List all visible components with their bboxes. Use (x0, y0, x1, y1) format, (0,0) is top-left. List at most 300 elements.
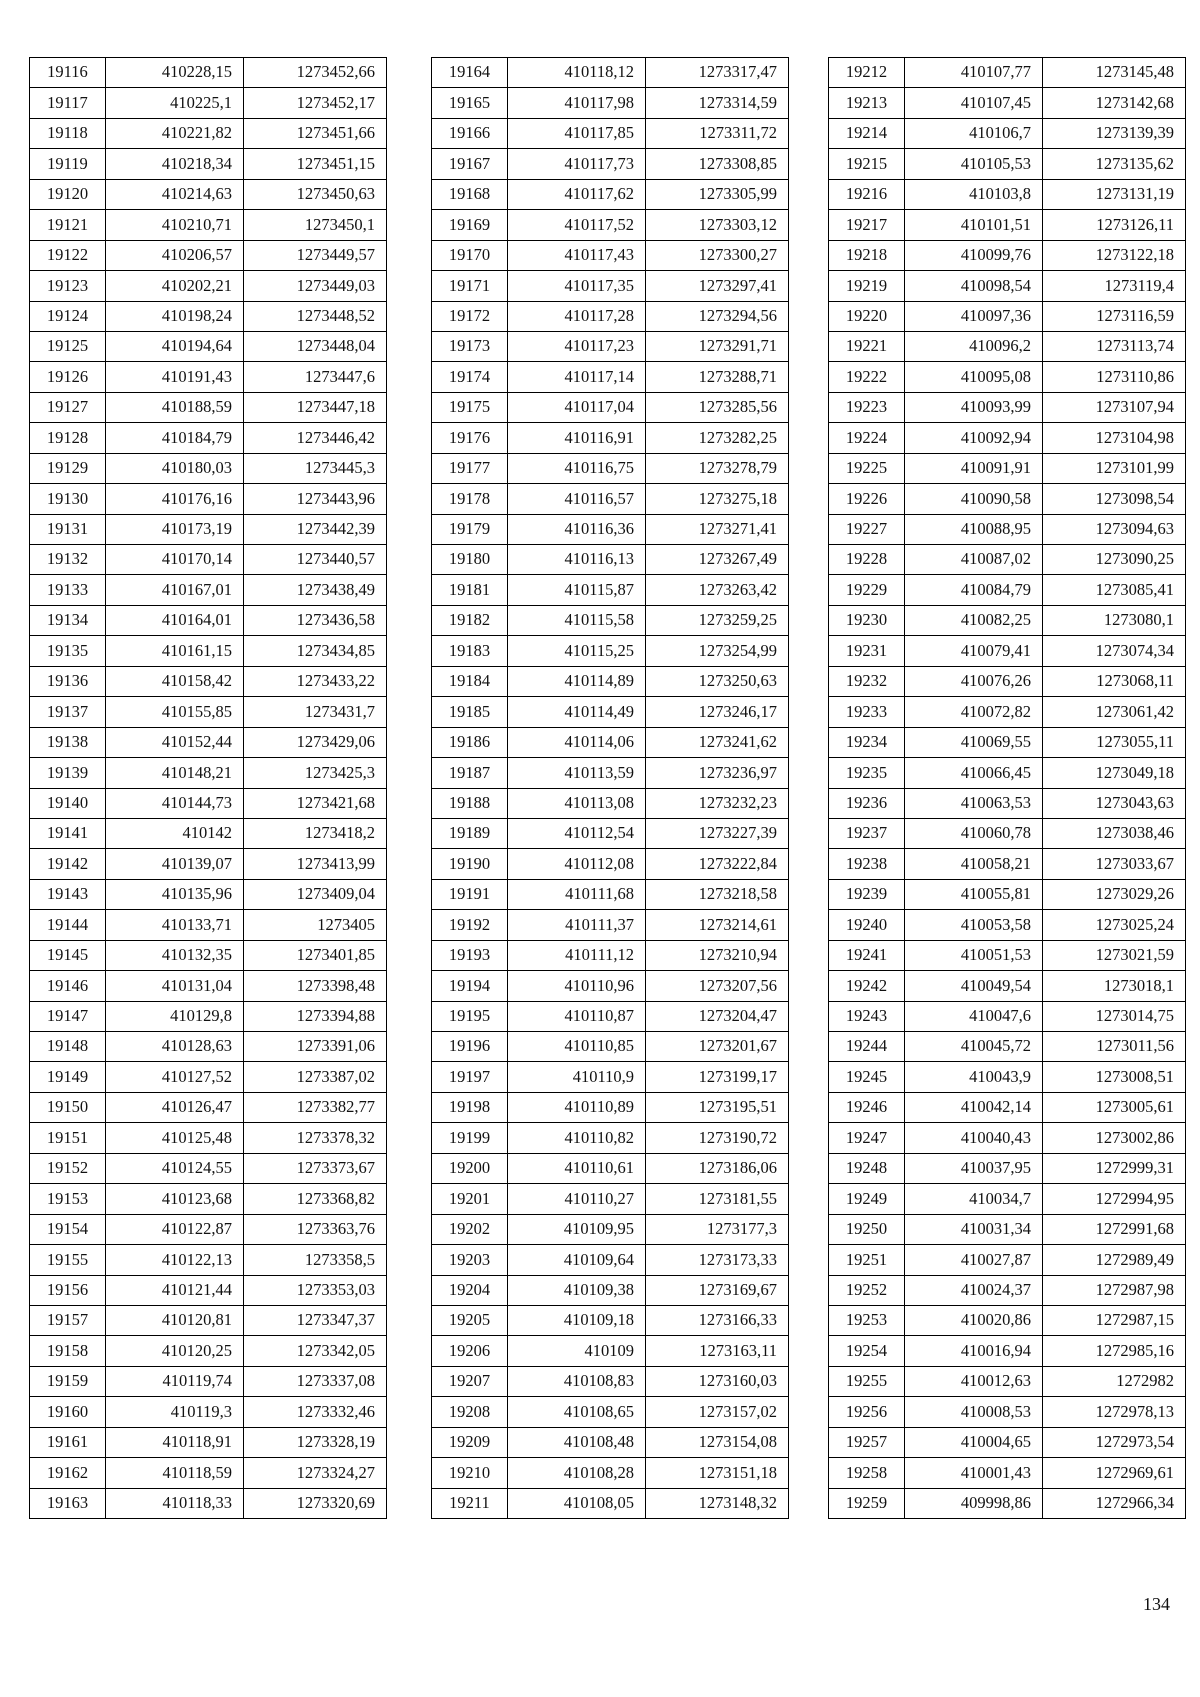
x-coordinate-cell: 410043,9 (905, 1062, 1043, 1092)
y-coordinate-cell: 1273110,86 (1043, 362, 1186, 392)
table-row (432, 1458, 789, 1488)
y-coordinate-cell: 1272987,98 (1043, 1275, 1186, 1305)
y-coordinate-cell: 1273294,56 (646, 301, 789, 331)
point-id-cell: 19152 (30, 1153, 106, 1183)
table-row (432, 453, 789, 483)
point-id-cell: 19220 (829, 301, 905, 331)
y-coordinate-cell: 1273394,88 (244, 1001, 387, 1031)
point-id-cell: 19151 (30, 1123, 106, 1153)
table-row (30, 605, 387, 635)
table-row (432, 331, 789, 361)
y-coordinate-cell: 1273151,18 (646, 1458, 789, 1488)
table-row (30, 484, 387, 514)
x-coordinate-cell: 410114,89 (508, 666, 646, 696)
point-id-cell: 19144 (30, 910, 106, 940)
point-id-cell: 19221 (829, 331, 905, 361)
point-id-cell: 19238 (829, 849, 905, 879)
x-coordinate-cell: 410191,43 (106, 362, 244, 392)
x-coordinate-cell: 410116,75 (508, 453, 646, 483)
x-coordinate-cell: 410093,99 (905, 392, 1043, 422)
table-row (829, 240, 1186, 270)
table-row (30, 849, 387, 879)
point-id-cell: 19235 (829, 758, 905, 788)
coordinate-table-3 (828, 57, 1186, 1519)
x-coordinate-cell: 410027,87 (905, 1245, 1043, 1275)
y-coordinate-cell: 1273438,49 (244, 575, 387, 605)
y-coordinate-cell: 1273445,3 (244, 453, 387, 483)
page-number: 134 (1143, 1594, 1170, 1614)
x-coordinate-cell: 410049,54 (905, 971, 1043, 1001)
x-coordinate-cell: 410228,15 (106, 58, 244, 88)
y-coordinate-cell: 1273157,02 (646, 1397, 789, 1427)
point-id-cell: 19129 (30, 453, 106, 483)
point-id-cell: 19128 (30, 423, 106, 453)
point-id-cell: 19169 (432, 210, 508, 240)
table-row (30, 1458, 387, 1488)
y-coordinate-cell: 1273222,84 (646, 849, 789, 879)
x-coordinate-cell: 410164,01 (106, 605, 244, 635)
y-coordinate-cell: 1273425,3 (244, 758, 387, 788)
x-coordinate-cell: 410108,28 (508, 1458, 646, 1488)
point-id-cell: 19161 (30, 1427, 106, 1457)
y-coordinate-cell: 1273043,63 (1043, 788, 1186, 818)
y-coordinate-cell: 1273021,59 (1043, 940, 1186, 970)
x-coordinate-cell: 410098,54 (905, 271, 1043, 301)
point-id-cell: 19181 (432, 575, 508, 605)
point-id-cell: 19166 (432, 118, 508, 148)
table-row (432, 362, 789, 392)
x-coordinate-cell: 410128,63 (106, 1032, 244, 1062)
table-row (432, 1123, 789, 1153)
point-id-cell: 19192 (432, 910, 508, 940)
x-coordinate-cell: 410119,74 (106, 1366, 244, 1396)
table-row (829, 423, 1186, 453)
table-row (30, 240, 387, 270)
table-row (30, 697, 387, 727)
table-row (829, 362, 1186, 392)
table-row (829, 697, 1186, 727)
x-coordinate-cell: 410161,15 (106, 636, 244, 666)
table-row (829, 1427, 1186, 1457)
point-id-cell: 19215 (829, 149, 905, 179)
y-coordinate-cell: 1273029,26 (1043, 879, 1186, 909)
y-coordinate-cell: 1272987,15 (1043, 1305, 1186, 1335)
table-row (30, 453, 387, 483)
table-row (829, 605, 1186, 635)
x-coordinate-cell: 410103,8 (905, 179, 1043, 209)
table-row (30, 392, 387, 422)
y-coordinate-cell: 1273218,58 (646, 879, 789, 909)
point-id-cell: 19145 (30, 940, 106, 970)
x-coordinate-cell: 410034,7 (905, 1184, 1043, 1214)
x-coordinate-cell: 410072,82 (905, 697, 1043, 727)
point-id-cell: 19242 (829, 971, 905, 1001)
y-coordinate-cell: 1272966,34 (1043, 1488, 1186, 1518)
table-row (30, 1001, 387, 1031)
table-row (432, 1153, 789, 1183)
table-row (829, 271, 1186, 301)
y-coordinate-cell: 1273104,98 (1043, 423, 1186, 453)
x-coordinate-cell: 410096,2 (905, 331, 1043, 361)
x-coordinate-cell: 410117,62 (508, 179, 646, 209)
point-id-cell: 19180 (432, 545, 508, 575)
x-coordinate-cell: 410016,94 (905, 1336, 1043, 1366)
x-coordinate-cell: 410091,91 (905, 453, 1043, 483)
y-coordinate-cell: 1273080,1 (1043, 605, 1186, 635)
y-coordinate-cell: 1273448,04 (244, 331, 387, 361)
point-id-cell: 19142 (30, 849, 106, 879)
point-id-cell: 19165 (432, 88, 508, 118)
x-coordinate-cell: 410206,57 (106, 240, 244, 270)
y-coordinate-cell: 1273011,56 (1043, 1032, 1186, 1062)
y-coordinate-cell: 1273398,48 (244, 971, 387, 1001)
point-id-cell: 19123 (30, 271, 106, 301)
x-coordinate-cell: 410117,43 (508, 240, 646, 270)
x-coordinate-cell: 410055,81 (905, 879, 1043, 909)
x-coordinate-cell: 410109,38 (508, 1275, 646, 1305)
table-row (432, 879, 789, 909)
x-coordinate-cell: 410112,54 (508, 818, 646, 848)
point-id-cell: 19203 (432, 1245, 508, 1275)
point-id-cell: 19121 (30, 210, 106, 240)
table-row (829, 1032, 1186, 1062)
y-coordinate-cell: 1273119,4 (1043, 271, 1186, 301)
point-id-cell: 19147 (30, 1001, 106, 1031)
y-coordinate-cell: 1273451,15 (244, 149, 387, 179)
point-id-cell: 19251 (829, 1245, 905, 1275)
x-coordinate-cell: 409998,86 (905, 1488, 1043, 1518)
table-row (30, 514, 387, 544)
y-coordinate-cell: 1273358,5 (244, 1245, 387, 1275)
x-coordinate-cell: 410118,59 (106, 1458, 244, 1488)
table-row (432, 118, 789, 148)
x-coordinate-cell: 410120,25 (106, 1336, 244, 1366)
table-row (432, 392, 789, 422)
x-coordinate-cell: 410152,44 (106, 727, 244, 757)
point-id-cell: 19204 (432, 1275, 508, 1305)
y-coordinate-cell: 1273101,99 (1043, 453, 1186, 483)
point-id-cell: 19190 (432, 849, 508, 879)
y-coordinate-cell: 1273278,79 (646, 453, 789, 483)
table-row (432, 1214, 789, 1244)
table-row (829, 818, 1186, 848)
x-coordinate-cell: 410110,96 (508, 971, 646, 1001)
table-row (30, 971, 387, 1001)
point-id-cell: 19232 (829, 666, 905, 696)
y-coordinate-cell: 1273210,94 (646, 940, 789, 970)
table-row (829, 301, 1186, 331)
y-coordinate-cell: 1273382,77 (244, 1092, 387, 1122)
y-coordinate-cell: 1273131,19 (1043, 179, 1186, 209)
table-row (432, 849, 789, 879)
x-coordinate-cell: 410004,65 (905, 1427, 1043, 1457)
point-id-cell: 19241 (829, 940, 905, 970)
point-id-cell: 19193 (432, 940, 508, 970)
x-coordinate-cell: 410109,95 (508, 1214, 646, 1244)
table-row (829, 149, 1186, 179)
table-row (829, 179, 1186, 209)
point-id-cell: 19155 (30, 1245, 106, 1275)
table-row (432, 910, 789, 940)
table-row (432, 636, 789, 666)
coordinate-table-1 (29, 57, 387, 1519)
y-coordinate-cell: 1273126,11 (1043, 210, 1186, 240)
point-id-cell: 19253 (829, 1305, 905, 1335)
point-id-cell: 19173 (432, 331, 508, 361)
y-coordinate-cell: 1273214,61 (646, 910, 789, 940)
y-coordinate-cell: 1273002,86 (1043, 1123, 1186, 1153)
point-id-cell: 19162 (30, 1458, 106, 1488)
y-coordinate-cell: 1273282,25 (646, 423, 789, 453)
y-coordinate-cell: 1273090,25 (1043, 545, 1186, 575)
x-coordinate-cell: 410115,87 (508, 575, 646, 605)
table-row (432, 758, 789, 788)
y-coordinate-cell: 1273328,19 (244, 1427, 387, 1457)
point-id-cell: 19163 (30, 1488, 106, 1518)
y-coordinate-cell: 1273308,85 (646, 149, 789, 179)
table-row (829, 1366, 1186, 1396)
table-row (432, 1184, 789, 1214)
table-row (30, 545, 387, 575)
point-id-cell: 19175 (432, 392, 508, 422)
table-row (829, 910, 1186, 940)
table-row (829, 1214, 1186, 1244)
x-coordinate-cell: 410188,59 (106, 392, 244, 422)
y-coordinate-cell: 1273116,59 (1043, 301, 1186, 331)
x-coordinate-cell: 410170,14 (106, 545, 244, 575)
x-coordinate-cell: 410114,06 (508, 727, 646, 757)
table-row (432, 271, 789, 301)
point-id-cell: 19248 (829, 1153, 905, 1183)
y-coordinate-cell: 1273347,37 (244, 1305, 387, 1335)
y-coordinate-cell: 1273434,85 (244, 636, 387, 666)
x-coordinate-cell: 410176,16 (106, 484, 244, 514)
point-id-cell: 19191 (432, 879, 508, 909)
table-row (432, 727, 789, 757)
x-coordinate-cell: 410117,14 (508, 362, 646, 392)
point-id-cell: 19120 (30, 179, 106, 209)
x-coordinate-cell: 410117,23 (508, 331, 646, 361)
table-row (829, 971, 1186, 1001)
table-row (432, 971, 789, 1001)
point-id-cell: 19249 (829, 1184, 905, 1214)
x-coordinate-cell: 410001,43 (905, 1458, 1043, 1488)
x-coordinate-cell: 410116,13 (508, 545, 646, 575)
table-row (432, 788, 789, 818)
point-id-cell: 19153 (30, 1184, 106, 1214)
point-id-cell: 19189 (432, 818, 508, 848)
y-coordinate-cell: 1273317,47 (646, 58, 789, 88)
point-id-cell: 19197 (432, 1062, 508, 1092)
table-row (829, 1184, 1186, 1214)
table-row (30, 149, 387, 179)
point-id-cell: 19182 (432, 605, 508, 635)
point-id-cell: 19126 (30, 362, 106, 392)
y-coordinate-cell: 1273267,49 (646, 545, 789, 575)
y-coordinate-cell: 1273271,41 (646, 514, 789, 544)
x-coordinate-cell: 410106,7 (905, 118, 1043, 148)
x-coordinate-cell: 410110,27 (508, 1184, 646, 1214)
point-id-cell: 19149 (30, 1062, 106, 1092)
table-row (432, 1001, 789, 1031)
point-id-cell: 19239 (829, 879, 905, 909)
point-id-cell: 19188 (432, 788, 508, 818)
x-coordinate-cell: 410095,08 (905, 362, 1043, 392)
x-coordinate-cell: 410184,79 (106, 423, 244, 453)
y-coordinate-cell: 1273373,67 (244, 1153, 387, 1183)
y-coordinate-cell: 1273049,18 (1043, 758, 1186, 788)
table-row (829, 1001, 1186, 1031)
y-coordinate-cell: 1273061,42 (1043, 697, 1186, 727)
y-coordinate-cell: 1273431,7 (244, 697, 387, 727)
table-row (829, 1336, 1186, 1366)
table-row (30, 1336, 387, 1366)
point-id-cell: 19210 (432, 1458, 508, 1488)
table-row (30, 1397, 387, 1427)
x-coordinate-cell: 410119,3 (106, 1397, 244, 1427)
point-id-cell: 19135 (30, 636, 106, 666)
x-coordinate-cell: 410135,96 (106, 879, 244, 909)
y-coordinate-cell: 1273236,97 (646, 758, 789, 788)
y-coordinate-cell: 1273442,39 (244, 514, 387, 544)
y-coordinate-cell: 1272985,16 (1043, 1336, 1186, 1366)
point-id-cell: 19218 (829, 240, 905, 270)
y-coordinate-cell: 1273068,11 (1043, 666, 1186, 696)
x-coordinate-cell: 410069,55 (905, 727, 1043, 757)
table-row (432, 1275, 789, 1305)
x-coordinate-cell: 410113,59 (508, 758, 646, 788)
y-coordinate-cell: 1273452,66 (244, 58, 387, 88)
y-coordinate-cell: 1273418,2 (244, 818, 387, 848)
x-coordinate-cell: 410155,85 (106, 697, 244, 727)
table-row (829, 849, 1186, 879)
y-coordinate-cell: 1272969,61 (1043, 1458, 1186, 1488)
y-coordinate-cell: 1273241,62 (646, 727, 789, 757)
y-coordinate-cell: 1272982 (1043, 1366, 1186, 1396)
y-coordinate-cell: 1273320,69 (244, 1488, 387, 1518)
x-coordinate-cell: 410123,68 (106, 1184, 244, 1214)
x-coordinate-cell: 410117,04 (508, 392, 646, 422)
point-id-cell: 19150 (30, 1092, 106, 1122)
point-id-cell: 19211 (432, 1488, 508, 1518)
x-coordinate-cell: 410131,04 (106, 971, 244, 1001)
y-coordinate-cell: 1272978,13 (1043, 1397, 1186, 1427)
point-id-cell: 19217 (829, 210, 905, 240)
y-coordinate-cell: 1273055,11 (1043, 727, 1186, 757)
table-row (432, 1488, 789, 1518)
y-coordinate-cell: 1273160,03 (646, 1366, 789, 1396)
table-row (829, 666, 1186, 696)
table-row (432, 605, 789, 635)
point-id-cell: 19146 (30, 971, 106, 1001)
point-id-cell: 19184 (432, 666, 508, 696)
point-id-cell: 19158 (30, 1336, 106, 1366)
point-id-cell: 19200 (432, 1153, 508, 1183)
point-id-cell: 19243 (829, 1001, 905, 1031)
x-coordinate-cell: 410115,25 (508, 636, 646, 666)
point-id-cell: 19216 (829, 179, 905, 209)
y-coordinate-cell: 1273199,17 (646, 1062, 789, 1092)
y-coordinate-cell: 1273447,18 (244, 392, 387, 422)
x-coordinate-cell: 410117,85 (508, 118, 646, 148)
x-coordinate-cell: 410110,87 (508, 1001, 646, 1031)
y-coordinate-cell: 1273018,1 (1043, 971, 1186, 1001)
table-row (829, 545, 1186, 575)
point-id-cell: 19195 (432, 1001, 508, 1031)
y-coordinate-cell: 1273074,34 (1043, 636, 1186, 666)
y-coordinate-cell: 1273368,82 (244, 1184, 387, 1214)
x-coordinate-cell: 410110,61 (508, 1153, 646, 1183)
table-row (829, 788, 1186, 818)
table-row (30, 1062, 387, 1092)
y-coordinate-cell: 1273204,47 (646, 1001, 789, 1031)
table-row (829, 88, 1186, 118)
table-row (432, 1305, 789, 1335)
table-row (829, 484, 1186, 514)
y-coordinate-cell: 1273139,39 (1043, 118, 1186, 148)
x-coordinate-cell: 410109 (508, 1336, 646, 1366)
point-id-cell: 19209 (432, 1427, 508, 1457)
y-coordinate-cell: 1273173,33 (646, 1245, 789, 1275)
table-row (829, 1245, 1186, 1275)
x-coordinate-cell: 410087,02 (905, 545, 1043, 575)
x-coordinate-cell: 410088,95 (905, 514, 1043, 544)
x-coordinate-cell: 410108,83 (508, 1366, 646, 1396)
y-coordinate-cell: 1273166,33 (646, 1305, 789, 1335)
y-coordinate-cell: 1273163,11 (646, 1336, 789, 1366)
table-row (432, 1336, 789, 1366)
point-id-cell: 19202 (432, 1214, 508, 1244)
table-row (30, 1488, 387, 1518)
point-id-cell: 19154 (30, 1214, 106, 1244)
table-row (30, 1366, 387, 1396)
x-coordinate-cell: 410111,12 (508, 940, 646, 970)
x-coordinate-cell: 410113,08 (508, 788, 646, 818)
table-row (30, 636, 387, 666)
point-id-cell: 19213 (829, 88, 905, 118)
x-coordinate-cell: 410109,64 (508, 1245, 646, 1275)
point-id-cell: 19132 (30, 545, 106, 575)
x-coordinate-cell: 410099,76 (905, 240, 1043, 270)
y-coordinate-cell: 1273378,32 (244, 1123, 387, 1153)
point-id-cell: 19244 (829, 1032, 905, 1062)
y-coordinate-cell: 1273154,08 (646, 1427, 789, 1457)
x-coordinate-cell: 410107,77 (905, 58, 1043, 88)
table-row (432, 666, 789, 696)
table-row (30, 575, 387, 605)
y-coordinate-cell: 1273450,1 (244, 210, 387, 240)
x-coordinate-cell: 410126,47 (106, 1092, 244, 1122)
x-coordinate-cell: 410125,48 (106, 1123, 244, 1153)
table-row (30, 1032, 387, 1062)
point-id-cell: 19125 (30, 331, 106, 361)
x-coordinate-cell: 410218,34 (106, 149, 244, 179)
y-coordinate-cell: 1273025,24 (1043, 910, 1186, 940)
y-coordinate-cell: 1273033,67 (1043, 849, 1186, 879)
table-row (30, 58, 387, 88)
table-row (30, 1275, 387, 1305)
y-coordinate-cell: 1273250,63 (646, 666, 789, 696)
point-id-cell: 19167 (432, 149, 508, 179)
table-row (30, 1305, 387, 1335)
table-row (829, 1458, 1186, 1488)
x-coordinate-cell: 410124,55 (106, 1153, 244, 1183)
point-id-cell: 19127 (30, 392, 106, 422)
point-id-cell: 19247 (829, 1123, 905, 1153)
table-row (432, 818, 789, 848)
x-coordinate-cell: 410214,63 (106, 179, 244, 209)
x-coordinate-cell: 410092,94 (905, 423, 1043, 453)
